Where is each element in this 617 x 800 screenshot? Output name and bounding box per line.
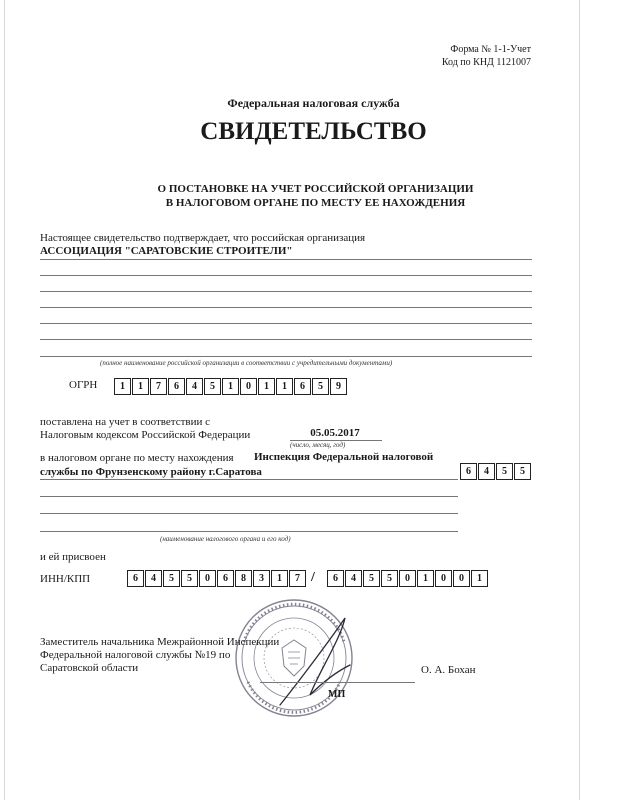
ogrn-digit: 1 — [222, 378, 239, 395]
inn-digit: 3 — [253, 570, 270, 587]
form-number: Форма № 1-1-Учет — [450, 44, 531, 55]
kpp-digit: 0 — [453, 570, 470, 587]
inn-kpp-separator: / — [311, 570, 315, 585]
ogrn-digit: 1 — [132, 378, 149, 395]
inn-digit: 5 — [163, 570, 180, 587]
ogrn-digit: 5 — [312, 378, 329, 395]
authority-caption: (наименование налогового органа и его код) — [160, 535, 291, 543]
subtitle-line-1: О ПОСТАНОВКЕ НА УЧЕТ РОССИЙСКОЙ ОРГАНИЗАЦИИ — [157, 183, 474, 195]
authority-code-digit: 5 — [514, 463, 531, 480]
kpp-digit: 4 — [345, 570, 362, 587]
org-line — [40, 291, 532, 292]
kpp-digit: 5 — [381, 570, 398, 587]
place-label: в налоговом органе по месту нахождения — [40, 452, 234, 464]
seal-place-mark: МП — [328, 689, 346, 700]
ogrn-digit: 4 — [186, 378, 203, 395]
ogrn-digit: 5 — [204, 378, 221, 395]
signatory-position-line-1: Заместитель начальника Межрайонной Инспекции — [40, 636, 280, 648]
ogrn-digit: 6 — [294, 378, 311, 395]
kpp-digit: 5 — [363, 570, 380, 587]
authority-line — [40, 479, 458, 480]
organization-name: АССОЦИАЦИЯ "САРАТОВСКИЕ СТРОИТЕЛИ" — [40, 245, 293, 257]
agency-name: Федеральная налоговая служба — [227, 96, 400, 110]
authority-code-digit: 4 — [478, 463, 495, 480]
org-line — [40, 259, 532, 260]
signatory-position-line-3: Саратовской области — [40, 662, 139, 674]
kpp-digit: 1 — [417, 570, 434, 587]
assigned-label: и ей присвоен — [40, 551, 106, 563]
ogrn-digit: 6 — [168, 378, 185, 395]
org-line — [40, 323, 532, 324]
registration-date: 05.05.2017 — [310, 427, 360, 439]
document-title: СВИДЕТЕЛЬСТВО — [200, 118, 427, 145]
org-line — [40, 307, 532, 308]
org-line — [40, 356, 532, 357]
authority-line — [40, 496, 458, 497]
authority-line — [40, 513, 458, 514]
registration-line-2: Налоговым кодексом Российской Федерации — [40, 429, 251, 441]
kpp-digit: 0 — [399, 570, 416, 587]
authority-code-digit: 5 — [496, 463, 513, 480]
ogrn-digit: 0 — [240, 378, 257, 395]
inn-digit: 6 — [127, 570, 144, 587]
registration-line-1: поставлена на учет в соответствии с — [40, 416, 211, 428]
subtitle-line-2: В НАЛОГОВОМ ОРГАНЕ ПО МЕСТУ ЕЕ НАХОЖДЕНИЯ — [165, 197, 466, 209]
inn-digit: 5 — [181, 570, 198, 587]
ogrn-digit: 1 — [114, 378, 131, 395]
ogrn-digit: 1 — [276, 378, 293, 395]
ogrn-label: ОГРН — [69, 379, 98, 391]
inn-kpp-label: ИНН/КПП — [40, 573, 91, 585]
inn-digit: 4 — [145, 570, 162, 587]
authority-line — [40, 531, 458, 532]
org-line — [40, 339, 532, 340]
ogrn-digit: 9 — [330, 378, 347, 395]
inn-digit: 6 — [217, 570, 234, 587]
knd-code: Код по КНД 1121007 — [441, 57, 531, 68]
handwritten-signature-icon — [250, 610, 370, 710]
signatory-name: О. А. Бохан — [421, 664, 476, 676]
inn-digit: 1 — [271, 570, 288, 587]
intro-text: Настоящее свидетельство подтверждает, что российская организация — [40, 232, 366, 244]
kpp-digit: 1 — [471, 570, 488, 587]
ogrn-digit: 7 — [150, 378, 167, 395]
inn-digit: 8 — [235, 570, 252, 587]
authority-code-digit: 6 — [460, 463, 477, 480]
kpp-digit: 6 — [327, 570, 344, 587]
org-line — [40, 275, 532, 276]
signatory-position-line-2: Федеральной налоговой службы №19 по — [40, 649, 231, 661]
tax-authority-name-part-2: службы по Фрунзенскому району г.Саратова — [40, 466, 262, 478]
ogrn-digit: 1 — [258, 378, 275, 395]
inn-digit: 0 — [199, 570, 216, 587]
inn-digit: 7 — [289, 570, 306, 587]
org-caption: (полное наименование российской организации в соответствии с учредительными документами) — [100, 359, 393, 367]
signature-line — [260, 682, 415, 683]
date-caption: (число, месяц, год) — [290, 441, 346, 449]
tax-authority-name-part-1: Инспекция Федеральной налоговой — [254, 451, 434, 463]
kpp-digit: 0 — [435, 570, 452, 587]
